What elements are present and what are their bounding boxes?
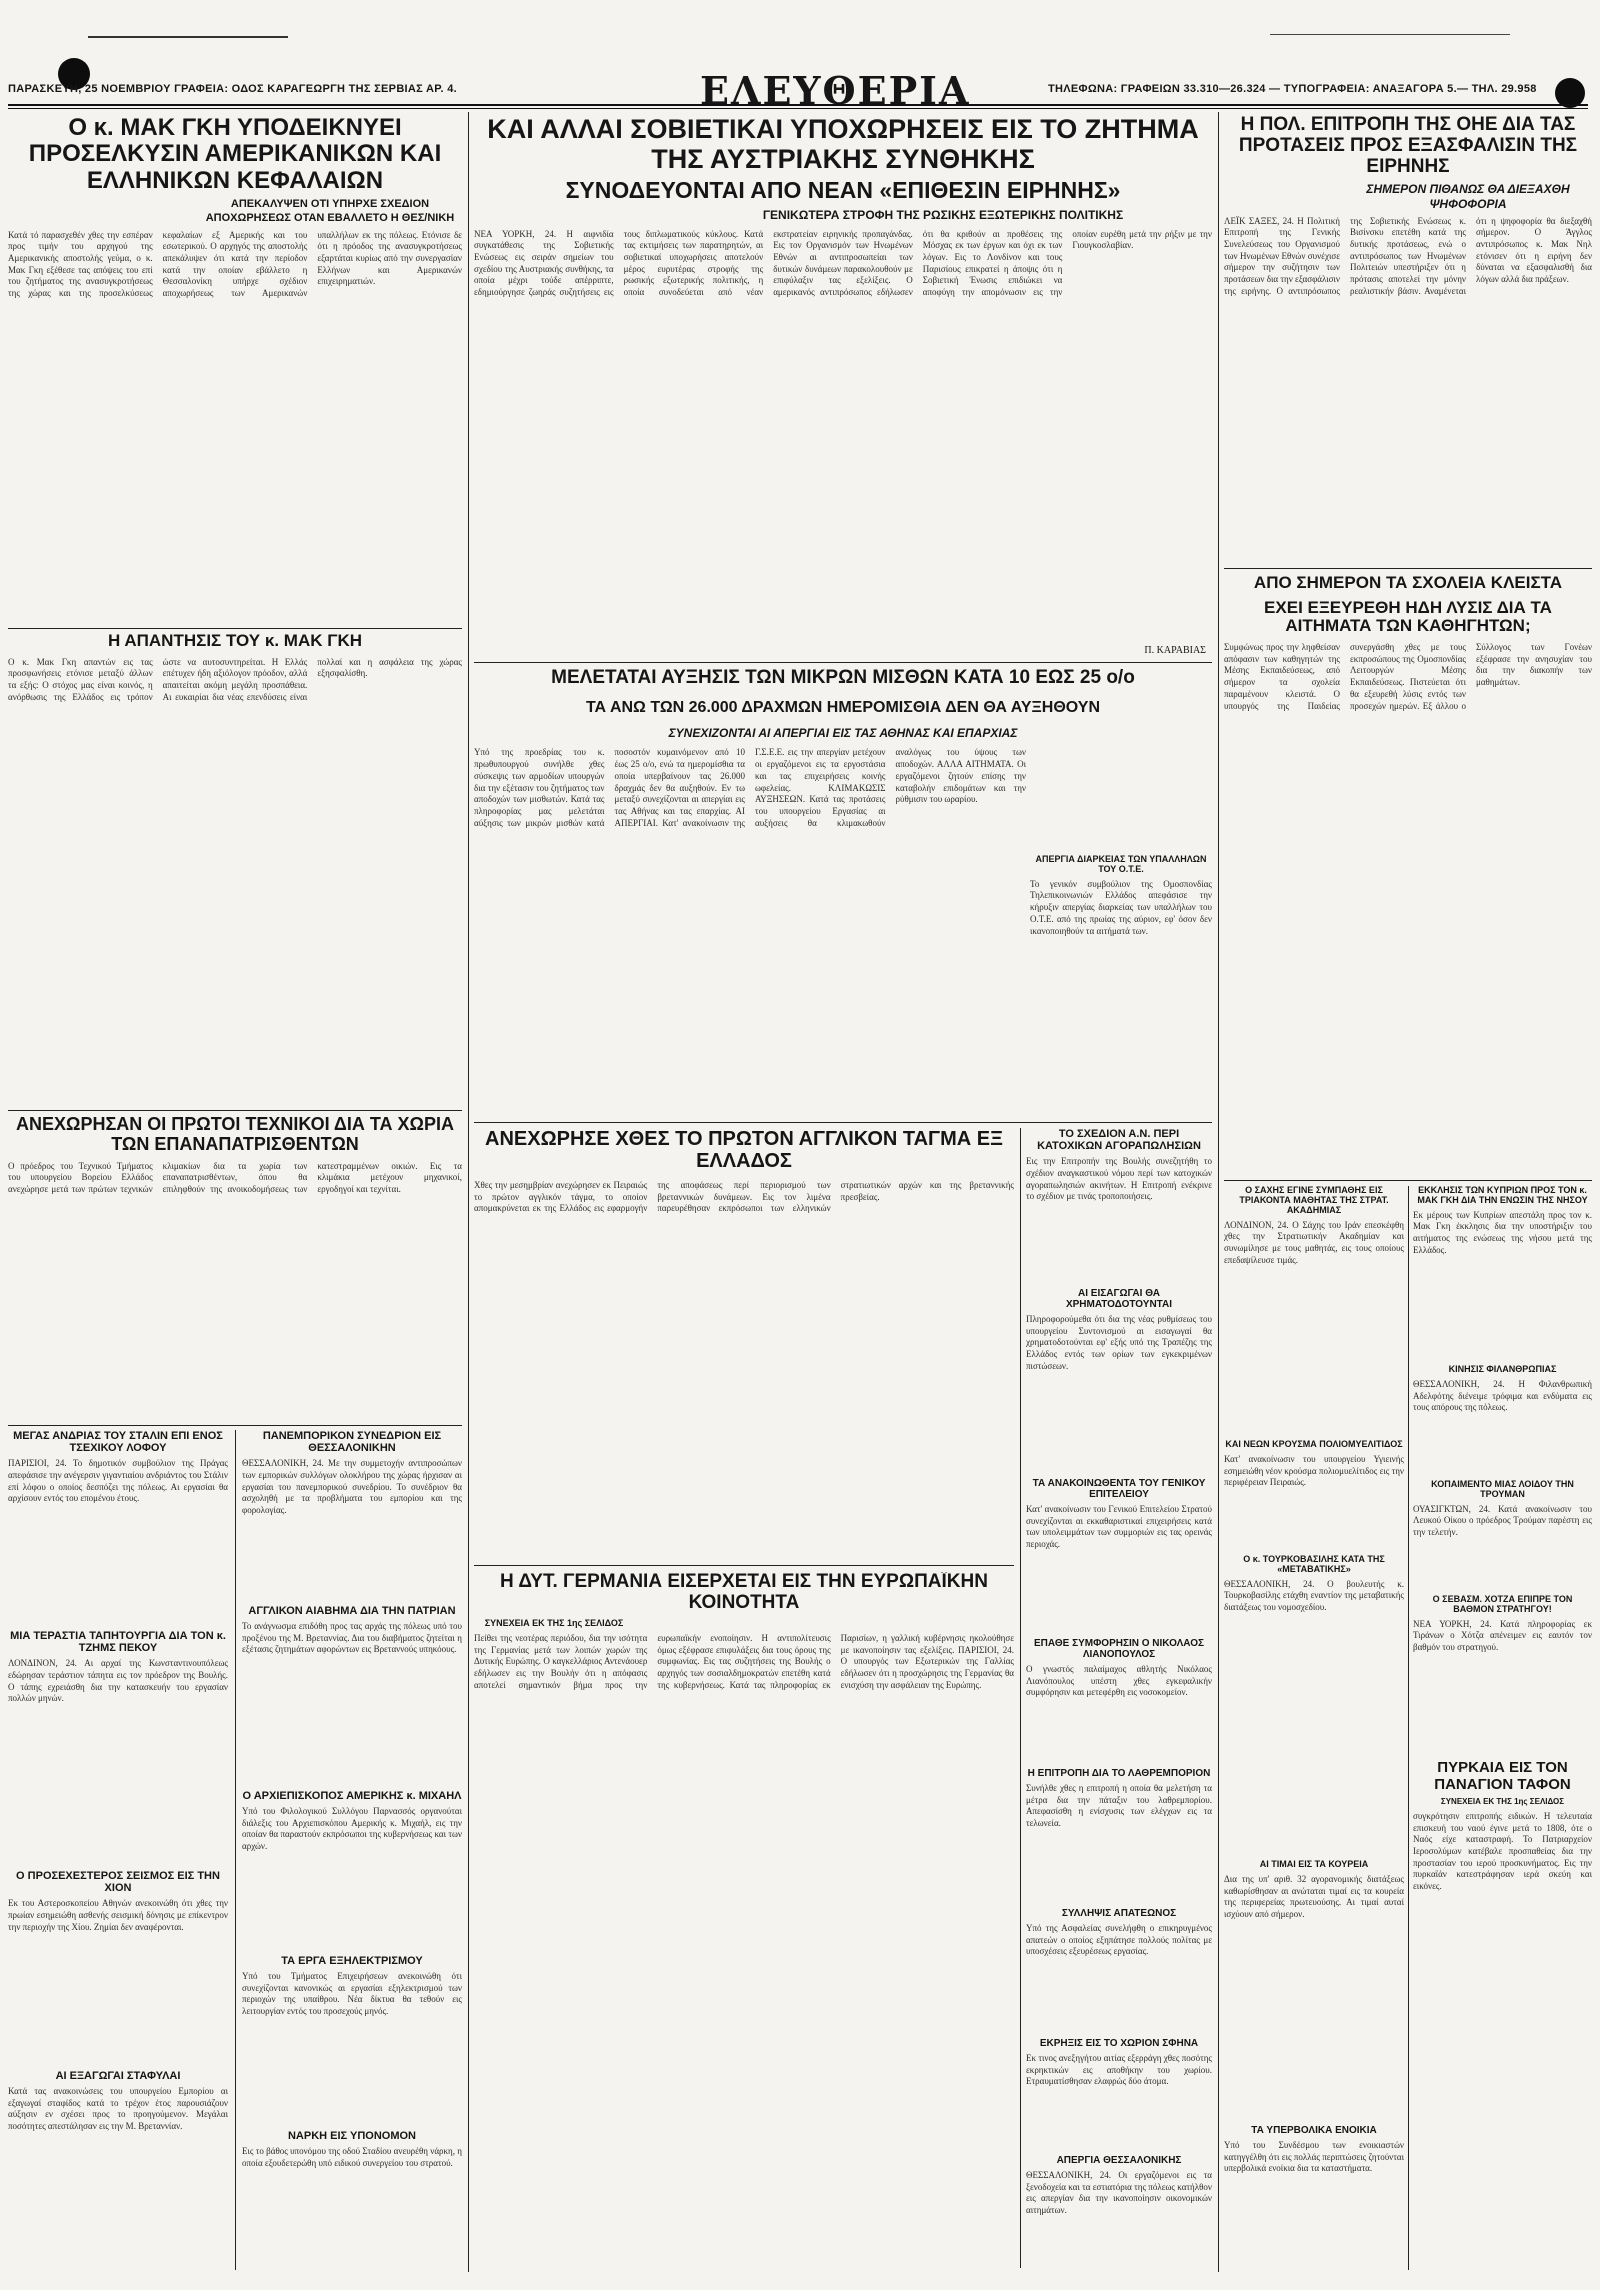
headline: ΑΙ ΕΞΑΓΩΓΑΙ ΣΤΑΦΥΛΑΙ xyxy=(55,2070,181,2082)
article-body: Κατ' ανακοίνωσιν του Γενικού Επιτελείου Στρατού συνεχίζονται αι εκκαθαριστικαί επιχειρήσεις κατά των υπολειμμάτων των συμμοριών εις τας ορεινάς περιοχάς. xyxy=(1026,1504,1212,1550)
headline: ΑΠΟ ΣΗΜΕΡΟΝ ΤΑ ΣΧΟΛΕΙΑ ΚΛΕΙΣΤΑ xyxy=(1253,574,1563,592)
headline: ΑΙ ΕΙΣΑΓΩΓΑΙ ΘΑ ΧΡΗΜΑΤΟΔΟΤΟΥΝΤΑΙ xyxy=(1065,1288,1173,1310)
headline: ΚΙΝΗΣΙΣ ΦΙΛΑΝΘΡΩΠΙΑΣ xyxy=(1448,1365,1557,1374)
article-body: Το ανάγνωσμα επιδόθη προς τας αρχάς της πόλεως υπό του προξένου της Μ. Βρεταννίας. Δια του διαβήματος ζητείται η εξέτασις ζητημάτων αφορώντων εις Βρεταννούς υπηκόους. xyxy=(242,1621,462,1655)
column-divider xyxy=(468,112,469,2272)
nameplate: ΕΛΕΥΘΕΡΙΑ xyxy=(700,68,971,113)
headline: ΚΟΠΑΙΜΕΝΤΟ ΜΙΑΣ ΛΟΙΔΟΥ ΤΗΝ ΤΡΟΥΜΑΝ xyxy=(1431,1480,1574,1499)
article-hoxha xyxy=(1413,1595,1592,1745)
rule xyxy=(474,1122,1212,1123)
article-body: Ο γνωστός παλαίμαχος αθλητής Νικόλαος Λιανόπουλος υπέστη χθες εγκεφαλικήν συμφόρησιν και μετεφέρθη εις νοσοκομείον. xyxy=(1026,1664,1212,1698)
subhead: ΣΥΝΕΧΙΖΟΝΤΑΙ ΑΙ ΑΠΕΡΓΙΑΙ ΕΙΣ ΤΑΣ ΑΘΗΝΑΣ ΚΑΙ ΕΠΑΡΧΙΑΣ xyxy=(668,726,1018,741)
article-body: Εκ μέρους των Κυπρίων απεστάλη προς τον κ. Μακ Γκη έκκλησις δια την υποστήριξιν του αιτήματος της ενώσεως της νήσου μετά της Ελλάδος. xyxy=(1413,1209,1592,1255)
article-body: Υπό της προεδρίας του κ. πρωθυπουργού συνήλθε χθες σύσκεψις των αρμοδίων υπουργών δια την εξέτασιν του ζητήματος των αποδοχών των μισθωτών. Κατά τας πληροφορίας μας μελετάται αύξησις των μικρών μισθών κατά ποσοστόν κυμαινόμενον από 10 έως 25 ο/ο, ενώ τα ημερομίσθια τα οποία υπερβαίνουν τας 26.000 δραχμάς δεν θα αυξηθούν. Εν τω μεταξύ συνεχίζονται αι απεργίαι εις τας Αθήνας και τας επαρχίας. ΑΙ ΑΠΕΡΓΙΑΙ. Κατ' ανακοίνωσιν της Γ.Σ.Ε.Ε. εις την απεργίαν μετέχουν οι εργαζόμενοι εις τα εργοστάσια και τας επιχειρήσεις κοινής ωφελείας. ΚΛΙΜΑΚΩΣΙΣ ΑΥΞΗΣΕΩΝ. Κατά τας προτάσεις του υπουργείου Εργασίας αι αυξήσεις θα κλιμακωθούν αναλόγως του ύψους των αποδοχών. ΑΛΛΑ ΑΙΤΗΜΑΤΑ. Οι εργαζόμενοι ζητούν επίσης την καταβολήν επιδομάτων και την ρύθμισιν του ωραρίου. xyxy=(474,747,1026,828)
article-rents xyxy=(1224,2125,1404,2270)
edge-mark xyxy=(1270,34,1510,35)
article-body: Χθες την μεσημβρίαν ανεχώρησεν εκ Πειραιώς το πρώτον αγγλικόν τάγμα, το οποίον απομακρύνεται εκ της Ελλάδος εις εφαρμογήν της αποφάσεως περί περιορισμού των βρεταννικών δυνάμεων. Εις τον λιμένα παρευρέθησαν εκπρόσωποι των ελληνικών στρατιωτικών αρχών και της βρεταννικής πρεσβείας. xyxy=(474,1180,1014,1214)
article-body: Πείθει της νεοτέρας περιόδου, δια την ισότητα της Γερμανίας μετά των λοιπών χωρών της Δυτικής Ευρώπης. Ο καγκελλάριος Αντενάουερ εδήλωσεν εις την Βουλήν ότι η απόφασις αποτελεί σημαντικόν βήμα προς την ευρωπαϊκήν ενοποίησιν. Η αντιπολίτευσις όμως εξέφρασε επιφυλάξεις δια τους όρους της συμφωνίας. Εις τας συζητήσεις της Βουλής ο αρχηγός των σοσιαλδημοκρατών επετέθη κατά της κυβερνήσεως. Κατά τας πληροφορίας εκ Παρισίων, η γαλλική κυβέρνησις ηκολούθησε με ικανοποίησιν τας εξελίξεις. ΠΑΡΙΣΙΟΙ, 24. Ο υπουργός των Εξωτερικών της Γαλλίας εδήλωσεν ότι η προσχώρησις της Γερμανίας θα ενισχύση την ασφάλειαν της Ευρώπης. xyxy=(474,1633,1014,1690)
article-explosion xyxy=(1026,2038,1212,2148)
article-soviet xyxy=(474,115,1212,660)
article-charity xyxy=(1413,1365,1592,1475)
column-divider xyxy=(1218,112,1219,2272)
headline-secondary: ΤΑ ΑΝΩ ΤΩΝ 26.000 ΔΡΑΧΜΩΝ ΗΜΕΡΟΜΙΣΘΙΑ ΔΕΝ ΘΑ ΑΥΞΗΘΟΥΝ xyxy=(585,698,1101,716)
rule xyxy=(8,1425,462,1426)
article-exports xyxy=(8,2070,228,2270)
headline: ΤΑ ΥΠΕΡΒΟΛΙΚΑ ΕΝΟΙΚΙΑ xyxy=(1251,2125,1377,2136)
article-body: συγκρότησιν επιτροπής ειδικών. Η τελευταία επισκευή του ναού έγινε μετά το 1808, ότε ο Ναός είχε καταστραφή. Το Πατριαρχείον Ιεροσολύμων κατέβαλε προσπαθείας δια την προστασίαν του ιερού προσκυνήματος. Εις την πυρκαϊάν κατεστράφησαν ιερά σκεύη και εικόνες. xyxy=(1413,1811,1592,1892)
article-body: Υπό του Φιλολογικού Συλλόγου Παρνασσός οργανούται διάλεξις του Αρχιεπισκόπου Αμερικής κ. Μιχαήλ, εις την οποίαν θα παραστούν εκπρόσωποι της κυβερνήσεως και των αρχών. xyxy=(242,1806,462,1852)
article-gen-staff xyxy=(1026,1478,1212,1628)
article-holy-sepulchre-fire xyxy=(1413,1760,1592,2270)
headline: Ο κ. ΤΟΥΡΚΟΒΑΣΙΛΗΣ ΚΑΤΑ ΤΗΣ «ΜΕΤΑΒΑΤΙΚΗΣ» xyxy=(1243,1555,1385,1574)
article-uno xyxy=(1224,115,1592,565)
article-body: Δια της υπ' αριθ. 32 αγορανομικής διατάξεως καθωρίσθησαν αι ανώταται τιμαί εις τα κουρεία της περιφερείας πρωτευούσης. Αι τιμαί αυταί ισχύουν από σήμερον. xyxy=(1224,1873,1404,1919)
headline: ΜΙΑ ΤΕΡΑΣΤΙΑ ΤΑΠΗΤΟΥΡΓΙΑ ΔΙΑ ΤΟΝ κ. ΤΖΗΜΣ ΠΕΚΟΥ xyxy=(10,1630,226,1655)
headline: ΚΑΙ ΝΕΩΝ ΚΡΟΥΣΜΑ ΠΟΛΙΟΜΥΕΛΙΤΙΔΟΣ xyxy=(1225,1440,1403,1449)
headline-secondary: ΣΥΝΟΔΕΥΟΝΤΑΙ ΑΠΟ ΝΕΑΝ «ΕΠΙΘΕΣΙΝ ΕΙΡΗΝΗΣ» xyxy=(565,177,1121,204)
headline: ΜΕΛΕΤΑΤΑΙ ΑΥΞΗΣΙΣ ΤΩΝ ΜΙΚΡΩΝ ΜΙΣΘΩΝ ΚΑΤΑ 10 ΕΩΣ 25 ο/ο xyxy=(551,668,1135,688)
article-body: Υπό του Συνδέσμου των ενοικιαστών κατηγγέλθη ότι εις πολλάς περιπτώσεις ζητούνται υπερβολικά ενοίκια δια τα καταστήματα. xyxy=(1224,2140,1404,2174)
column-divider xyxy=(1020,1128,1021,2268)
article-body: Κατά τό παρασχεθέν χθες την εσπέραν προς τιμήν του αρχηγού της Αμερικανικής αποστολής γεύμα, ο κ. Μακ Γκη εξέθεσε τας απόψεις του επί του ζητήματος της ανασυγκροτήσεως της χώρας και της προσελκύσεως κεφαλαίων εξ Αμερικής και του εσωτερικού. Ο αρχηγός της αποστολής απεκάλυψεν ότι κατά την περίοδον κατά την οποίαν εβάλλετο η Θεσσαλονίκη υπήρχε σχέδιον αποχωρήσεως των Αμερικανών υπαλλήλων εκ της πόλεως. Ετόνισε δε ότι η πρόοδος της ανασυγκροτήσεως εξαρτάται κυρίως από την συνεργασίαν Ελλήνων και Αμερικανών επιχειρηματιών. xyxy=(8,229,462,299)
article-west-germany xyxy=(474,1572,1014,2270)
rule xyxy=(1224,568,1592,569)
headline: ΤΟ ΣΧΕΔΙΟΝ Α.Ν. ΠΕΡΙ ΚΑΤΟΧΙΚΩΝ ΑΓΟΡΑΠΩΛΗΣΙΩΝ xyxy=(1037,1128,1201,1153)
headline: Η ΕΠΙΤΡΟΠΗ ΔΙΑ ΤΟ ΛΑΘΡΕΜΠΟΡΙΟΝ xyxy=(1027,1768,1211,1779)
article-body: ΟΥΑΣΙΓΚΤΩΝ, 24. Κατά ανακοίνωσιν του Λευκού Οίκου ο πρόεδρος Τρούμαν παρέστη εις την τελετήν. xyxy=(1413,1503,1592,1538)
subhead: ΓΕΝΙΚΩΤΕΡΑ ΣΤΡΟΦΗ ΤΗΣ ΡΩΣΙΚΗΣ ΕΞΩΤΕΡΙΚΗΣ ΠΟΛΙΤΙΚΗΣ xyxy=(762,207,1124,222)
headline: ΣΥΛΛΗΨΙΣ ΑΠΑΤΕΩΝΟΣ xyxy=(1061,1908,1177,1919)
edge-mark xyxy=(88,36,288,38)
headline: ΕΠΑΘΕ ΣΥΜΦΟΡΗΣΙΝ Ο ΝΙΚΟΛΑΟΣ ΛΙΑΝΟΠΟΥΛΟΣ xyxy=(1034,1638,1204,1660)
headline: ΝΑΡΚΗ ΕΙΣ ΥΠΟΝΟΜΟΝ xyxy=(287,2130,417,2142)
headline: ΑΝΕΧΩΡΗΣΑΝ ΟΙ ΠΡΩΤΟΙ ΤΕΧΝΙΚΟΙ ΔΙΑ ΤΑ ΧΩΡΙΑ ΤΩΝ ΕΠΑΝΑΠΑΤΡΙΣΘΕΝΤΩΝ xyxy=(16,1115,454,1154)
article-truman xyxy=(1413,1480,1592,1590)
article-body: Εις το βάθος υπονόμου της οδού Σταδίου ανευρέθη νάρκη, η οποία εξουδετερώθη υπό ειδικού συνεργείου του στρατού. xyxy=(242,2146,462,2168)
article-body: Συνήλθε χθες η επιτροπή η οποία θα μελετήση τα μέτρα δια την πάταξιν του λαθρεμπορίου. Απεφασίσθη η ενίσχυσις των ελέγχων εις τα τελωνεία. xyxy=(1026,1783,1212,1829)
headline: ΑΓΓΛΙΚΟΝ ΑΙΑΒΗΜΑ ΔΙΑ ΤΗΝ ΠΑΤΡΙΑΝ xyxy=(248,1605,456,1617)
headline: Η ΠΟΛ. ΕΠΙΤΡΟΠΗ ΤΗΣ ΟΗΕ ΔΙΑ ΤΑΣ ΠΡΟΤΑΣΕΙΣ ΠΡΟΣ ΕΞΑΣΦΑΛΙΣΙΝ ΤΗΣ ΕΙΡΗΝΗΣ xyxy=(1238,115,1578,177)
headline-secondary: ΕΧΕΙ ΕΞΕΥΡΕΘΗ ΗΔΗ ΛΥΣΙΣ ΔΙΑ ΤΑ ΑΙΤΗΜΑΤΑ ΤΩΝ ΚΑΘΗΓΗΤΩΝ; xyxy=(1264,597,1552,636)
article-mcghee-reply xyxy=(8,632,462,1102)
article-body: ΘΕΣΣΑΛΟΝΙΚΗ, 24. Οι εργαζόμενοι εις τα ξενοδοχεία και τα εστιατόρια της πόλεως κατήλθον εις απεργίαν δια την ικανοποίησιν οικονομικών αιτημάτων. xyxy=(1026,2170,1212,2216)
article-stalin-bust xyxy=(8,1430,228,1625)
headline: Η ΔΥΤ. ΓΕΡΜΑΝΙΑ ΕΙΣΕΡΧΕΤΑΙ ΕΙΣ ΤΗΝ ΕΥΡΩΠΑΪΚΗΝ ΚΟΙΝΟΤΗΤΑ xyxy=(500,1572,988,1613)
article-body: Υπό του Τμήματος Επιχειρήσεων ανεκοινώθη ότι συνεχίζονται κανονικώς αι εργασίαι εξηλεκτρισμού των περιοχών της υπαίθρου. Νέα δίκτυα θα τεθούν εις λειτουργίαν εντός του προσεχούς μηνός. xyxy=(242,1971,462,2017)
article-body: Πληροφορούμεθα ότι δια της νέας ρυθμίσεως του υπουργείου Συντονισμού αι εισαγωγαί θα χρηματοδοτούνται εφ' εξής υπό της Τραπέζης της Ελλάδος εντός των ορίων των εγκεκριμένων πιστώσεων. xyxy=(1026,1314,1212,1371)
rule xyxy=(474,662,1212,663)
article-body: Κατ' ανακοίνωσιν του υπουργείου Υγιεινής εσημειώθη νέον κρούσμα πολιομυελίτιδος εις την περιφέρειαν Πειραιώς. xyxy=(1224,1453,1404,1488)
headline: ΕΚΚΛΗΣΙΣ ΤΩΝ ΚΥΠΡΙΩΝ ΠΡΟΣ ΤΟΝ κ. ΜΑΚ ΓΚΗ ΔΙΑ ΤΗΝ ΕΝΩΣΙΝ ΤΗΣ ΝΗΣΟΥ xyxy=(1417,1186,1588,1205)
subhead: ΣΥΝΕΧΕΙΑ ΕΚ ΤΗΣ 1ης ΣΕΛΙΔΟΣ xyxy=(484,1617,624,1628)
headline: ΑΙ ΤΙΜΑΙ ΕΙΣ ΤΑ ΚΟΥΡΕΙΑ xyxy=(1259,1860,1369,1869)
article-earthquake xyxy=(8,1870,228,2060)
article-electrification xyxy=(242,1955,462,2125)
article-body: Ο πρόεδρος του Τεχνικού Τμήματος του υπουργείου Βορείου Ελλάδος ανεχώρησε μετά των πρώτων τεχνικών κλιμακίων δια τα χωρία των επαναπατρισθέντων, όπου θα επιληφθούν της ανοικοδομήσεως των κατεστραμμένων οικιών. Εις τα κλιμάκια μετέχουν μηχανικοί, εργοδηγοί και τεχνίται. xyxy=(8,1160,462,1194)
article-arrest xyxy=(1026,1908,1212,2028)
headline: ΕΚΡΗΞΙΣ ΕΙΣ ΤΟ ΧΩΡΙΟΝ ΣΦΗΝΑ xyxy=(1039,2038,1199,2049)
article-schools xyxy=(1224,574,1592,1174)
headline: ΠΑΝΕΜΠΟΡΙΚΟΝ ΣΥΝΕΔΡΙΟΝ ΕΙΣ ΘΕΣΣΑΛΟΝΙΚΗΝ xyxy=(262,1430,442,1455)
rule xyxy=(474,1565,1014,1566)
headline: ΤΑ ΑΝΑΚΟΙΝΩΘΕΝΤΑ ΤΟΥ ΓΕΝΙΚΟΥ ΕΠΙΤΕΛΕΙΟΥ xyxy=(1032,1478,1206,1500)
article-body: Κατά τας ανακοινώσεις του υπουργείου Εμπορίου αι εξαγωγαί σταφίδος κατά το τρέχον έτος παρουσιάζουν αύξησιν εν σχέσει προς το προηγούμενον. Μεγάλαι ποσότητες απεστάλησαν εις την Μ. Βρεταννίαν. xyxy=(8,2086,228,2132)
article-body: ΘΕΣΣΑΛΟΝΙΚΗ, 24. Ο βουλευτής κ. Τουρκοβασίλης ετάχθη εναντίον της μεταβατικής διατάξεως του νομοσχεδίου. xyxy=(1224,1578,1404,1613)
article-technicians xyxy=(8,1115,462,1415)
masthead-rule xyxy=(8,104,1588,106)
article-cyprus xyxy=(1413,1186,1592,1356)
article-smuggling xyxy=(1026,1768,1212,1898)
article-barber-prices xyxy=(1224,1860,1404,2060)
folio-left: ΠΑΡΑΣΚΕΥΗ, 25 ΝΟΕΜΒΡΙΟΥ ΓΡΑΦΕΙΑ: ΟΔΟΣ ΚΑΡΑΓΕΩΡΓΗ ΤΗΣ ΣΕΡΒΙΑΣ ΑΡ. 4. xyxy=(8,83,457,95)
article-body: ΘΕΣΣΑΛΟΝΙΚΗ, 24. Με την συμμετοχήν αντιπροσώπων των εμπορικών συλλόγων ολοκλήρου της χώρας ήρχισαν αι εργασίαι του πανεμπορικού συνεδρίου. Το συνέδριον θα ασχοληθή με τα προβλήματα του εμπορίου και της φορολογίας. xyxy=(242,1458,462,1515)
article-body: ΛΟΝΔΙΝΟΝ, 24. Αι αρχαί της Κωνσταντινουπόλεως εδώρησαν τεράστιον τάπητα εις τον πρόεδρον της Βουλής. Ο τάπης εχρειάσθη δια την κατασκευήν του εργασίαν πολλών μηνών. xyxy=(8,1658,228,1704)
headline: Ο κ. ΜΑΚ ΓΚΗ ΥΠΟΔΕΙΚΝΥΕΙ ΠΡΟΣΕΛΚΥΣΙΝ ΑΜΕΡΙΚΑΝΙΚΩΝ ΚΑΙ ΕΛΛΗΝΙΚΩΝ ΚΕΦΑΛΑΙΩΝ xyxy=(28,115,442,194)
article-british-withdrawal xyxy=(474,1128,1014,1558)
article-hotel-strike xyxy=(1026,2155,1212,2270)
headline: ΑΠΕΡΓΙΑ ΘΕΣΣΑΛΟΝΙΚΗΣ xyxy=(1056,2155,1182,2166)
headline: Ο ΣΕΒΑΣΜ. ΧΟΤΖΑ ΕΠΙΠΡΕ ΤΟΝ ΒΑΘΜΟΝ ΣΤΡΑΤΗΓΟΥ! xyxy=(1432,1595,1573,1614)
article-narcotics xyxy=(242,2130,462,2270)
headline: ΤΑ ΕΡΓΑ ΕΞΗΛΕΚΤΡΙΣΜΟΥ xyxy=(281,1955,423,1967)
article-body: Ο κ. Μακ Γκη απαντών εις τας προσφωνήσεις ετόνισε μεταξύ άλλων τα εξής: Ο στόχος μας είναι κοινός, η ανόρθωσις της Ελλάδος εις τρόπον ώστε να αυτοσυντηρείται. Η Ελλάς επέτυχεν ήδη αξιόλογον πρόοδον, αλλά απαιτείται ακόμη μεγάλη προσπάθεια. Αι ευκαιρίαι δια νέας επενδύσεις είναι πολλαί και η ασφάλεια της χώρας εξησφαλίσθη. xyxy=(8,656,462,702)
article-archbishop xyxy=(242,1790,462,1950)
masthead xyxy=(0,0,1600,130)
headline: Ο ΑΡΧΙΕΠΙΣΚΟΠΟΣ ΑΜΕΡΙΚΗΣ κ. ΜΙΧΑΗΛ xyxy=(242,1790,462,1802)
headline: ΑΝΕΧΩΡΗΣΕ ΧΘΕΣ ΤΟ ΠΡΩΤΟΝ ΑΓΓΛΙΚΟΝ ΤΑΓΜΑ ΕΞ ΕΛΛΑΔΟΣ xyxy=(485,1128,1003,1172)
article-body: ΘΕΣΣΑΛΟΝΙΚΗ, 24. Η Φιλανθρωπική Αδελφότης διένειμε τρόφιμα και ενδύματα εις τους απόρους της πόλεως. xyxy=(1413,1378,1592,1413)
article-ote-strike xyxy=(1030,855,1212,1115)
column-divider xyxy=(235,1430,236,2270)
article-congress xyxy=(242,1430,462,1600)
article-body: ΠΑΡΙΣΙΟΙ, 24. Το δημοτικόν συμβούλιον της Πράγας απεφάσισε την ανέγερσιν γιγαντιαίου ανδριάντος του Στάλιν επί λόφου ο οποίος δεσπόζει της πόλεως. Αι εργασίαι θα αρχίσουν εντός του επομένου έτους. xyxy=(8,1458,228,1504)
article-body: ΝΕΑ ΥΟΡΚΗ, 24. Η αιφνιδία συγκατάθεσις της Σοβιετικής Ενώσεως εις σειράν σημείων του σχεδίου της Αυστριακής συνθήκης, τα οποία μέχρι τούδε απέρριπτε, εδημιούργησε ζωηράς συζητήσεις εις τους διπλωματικούς κύκλους. Κατά τας εκτιμήσεις των παρατηρητών, αι σοβιετικαί υποχωρήσεις αποτελούν μέρος ευρυτέρας στροφής της ρωσικής εξωτερικής πολιτικής, η οποία συνοδεύεται από νέαν εκστρατείαν ειρηνικής προπαγάνδας. Εις τον Οργανισμόν των Ηνωμένων Εθνών αι αντιπροσωπείαι των δυτικών δυνάμεων παρακολουθούν με επιφύλαξιν τας εξελίξεις. Ο αμερικανός αντιπρόσωπος εδήλωσεν ότι θα κριθούν αι προθέσεις της Μόσχας εκ των έργων και όχι εκ των λόγων. Εις το Λονδίνον και τους Παρισίους επικρατεί η άποψις ότι η Σοβιετική Ένωσις επιδιώκει να αποφύγη την απομόνωσιν εις την οποίαν ευρέθη μετά την ρήξιν με την Γιουγκοσλαβίαν. xyxy=(474,228,1212,298)
subhead: ΣΗΜΕΡΟΝ ΠΙΘΑΝΩΣ ΘΑ ΔΙΕΞΑΧΘΗ ΨΗΦΟΦΟΡΙΑ xyxy=(1366,181,1570,211)
article-body: Εκ του Αστεροσκοπείου Αθηνών ανεκοινώθη ότι χθες την πρωίαν εσημειώθη ασθενής σεισμική δόνησις με επίκεντρον την περιοχήν της Χίου. Ζημίαι δεν αναφέρονται. xyxy=(8,1898,228,1932)
rule xyxy=(8,628,462,629)
article-body: Εκ τινος ανεξηγήτου αιτίας εξερράγη χθες ποσότης εκρηκτικών εις αποθήκην του χωρίου. Ετραυματίσθησαν ελαφρώς δύο άτομα. xyxy=(1026,2053,1212,2087)
article-anglicans xyxy=(242,1605,462,1785)
column-divider xyxy=(1408,1186,1409,2270)
article-turkovasilis xyxy=(1224,1555,1404,1685)
headline: ΚΑΙ ΑΛΛΑΙ ΣΟΒΙΕΤΙΚΑΙ ΥΠΟΧΩΡΗΣΕΙΣ ΕΙΣ ΤΟ ΖΗΤΗΜΑ ΤΗΣ ΑΥΣΤΡΙΑΚΗΣ ΣΥΝΘΗΚΗΣ xyxy=(487,115,1199,174)
headline: Η ΑΠΑΝΤΗΣΙΣ ΤΟΥ κ. ΜΑΚ ΓΚΗ xyxy=(107,632,362,650)
article-cadets xyxy=(1224,1186,1404,1336)
headline: ΠΥΡΚΑΙΑ ΕΙΣ ΤΟΝ ΠΑΝΑΓΙΟΝ ΤΑΦΟΝ xyxy=(1434,1760,1571,1793)
subhead: ΑΠΕΚΑΛΥΨΕΝ ΟΤΙ ΥΠΗΡΧΕ ΣΧΕΔΙΟΝ ΑΠΟΧΩΡΗΣΕΩΣ ΟΤΑΝ ΕΒΑΛΛΕΤΟ Η ΘΕΣ/ΝΙΚΗ xyxy=(205,198,455,224)
headline: Ο ΠΡΟΣΕΧΕΣΤΕΡΟΣ ΣΕΙΣΜΟΣ ΕΙΣ ΤΗΝ ΧΙΟΝ xyxy=(16,1870,220,1895)
subhead: ΣΥΝΕΧΕΙΑ ΕΚ ΤΗΣ 1ης ΣΕΛΙΔΟΣ xyxy=(1440,1797,1565,1806)
headline: Ο ΣΑΧΗΣ ΕΓΙΝΕ ΣΥΜΠΑΘΗΣ ΕΙΣ ΤΡΙΑΚΟΝΤΑ ΜΑΘΗΤΑΣ ΤΗΣ ΣΤΡΑΤ. ΑΚΑΔΗΜΙΑΣ xyxy=(1239,1186,1389,1215)
headline: ΑΠΕΡΓΙΑ ΔΙΑΡΚΕΙΑΣ ΤΩΝ ΥΠΑΛΛΗΛΩΝ ΤΟΥ Ο.Τ.Ε. xyxy=(1035,855,1207,874)
article-body: Το γενικόν συμβούλιον της Ομοσπονδίας Τηλεπικοινωνιών Ελλάδος απεφάσισε την κήρυξιν απεργίας διαρκείας των υπαλλήλων του Ο.Τ.Ε. από της πρωίας της αύριον, εφ' όσον δεν ικανοποιηθούν τα αιτήματά των. xyxy=(1030,878,1212,936)
article-mcghee xyxy=(8,115,462,655)
article-polio xyxy=(1224,1440,1404,1550)
article-an-plan xyxy=(1026,1128,1212,1278)
article-tragic-carpet xyxy=(8,1630,228,1860)
masthead-rule xyxy=(8,108,1588,109)
article-body: Συμφώνως προς την ληφθείσαν απόφασιν των καθηγητών της Μέσης Εκπαιδεύσεως, από σήμερον τα σχολεία παραμένουν κλειστά. Ο υπουργός της Παιδείας συνεργάσθη χθες με τους εκπροσώπους της Ομοσπονδίας Λειτουργών Μέσης Εκπαιδεύσεως. Πιστεύεται ότι θα εξευρεθή λύσις εντός των προσεχών ημερών. Εξ άλλου ο Σύλλογος των Γονέων εξέφρασε την ανησυχίαν του δια την διακοπήν των μαθημάτων. xyxy=(1224,642,1592,711)
rule xyxy=(1224,1180,1592,1181)
article-body: ΛΕΪΚ ΣΑΞΕΣ, 24. Η Πολιτική Επιτροπή της Γενικής Συνελεύσεως του Οργανισμού των Ηνωμένων Εθνών συνέχισε σήμερον την συζήτησιν των προτάσεων δια την εξασφάλισιν της ειρήνης. Ο αντιπρόσωπος της Σοβιετικής Ενώσεως κ. Βισίνσκυ επετέθη κατά της δυτικής προτάσεως, ενώ ο αντιπρόσωπος των Ηνωμένων Πολιτειών υπεστήριξεν ότι η πρότασις αποτελεί την μόνην ρεαλιστικήν βάσιν. Αναμένεται ότι η ψηφοφορία θα διεξαχθή σήμερον. Ο Άγγλος αντιπρόσωπος κ. Μακ Νηλ ετόνισεν ότι η ειρήνη δεν δύναται να εξασφαλισθή δια λόγων αλλά δια πράξεων. xyxy=(1224,215,1592,296)
article-body: ΝΕΑ ΥΟΡΚΗ, 24. Κατά πληροφορίας εκ Τιράνων ο Χότζα απένειμεν εις εαυτόν τον βαθμόν του στρατηγού. xyxy=(1413,1618,1592,1653)
byline: Π. ΚΑΡΑΒΙΑΣ xyxy=(1144,645,1206,656)
article-lianopoulos xyxy=(1026,1638,1212,1758)
article-funds xyxy=(1026,1288,1212,1468)
article-body: Υπό της Ασφαλείας συνελήφθη ο επικηρυγμένος απατεών ο οποίος εξηπάτησε πολλούς πολίτας με υποσχέσεις εξευρέσεως εργασίας. xyxy=(1026,1923,1212,1957)
rule xyxy=(8,1110,462,1111)
article-body: Εις την Επιτροπήν της Βουλής συνεζητήθη το σχέδιον αναγκαστικού νόμου περί των κατοχικών αγοραπωλησιών ακινήτων. Η Επιτροπή ενέκρινε το σχέδιον με τινάς τροποποιήσεις. xyxy=(1026,1156,1212,1202)
folio-right: ΤΗΛΕΦΩΝΑ: ΓΡΑΦΕΙΩΝ 33.310—26.324 — ΤΥΠΟΓΡΑΦΕΙΑ: ΑΝΑΞΑΓΟΡΑ 5.— ΤΗΛ. 29.958 xyxy=(1048,83,1537,95)
headline: ΜΕΓΑΣ ΑΝΔΡΙΑΣ ΤΟΥ ΣΤΑΛΙΝ ΕΠΙ ΕΝΟΣ ΤΣΕΧΙΚΟΥ ΛΟΦΟΥ xyxy=(13,1430,223,1455)
article-body: ΛΟΝΔΙΝΟΝ, 24. Ο Σάχης του Ιράν επεσκέφθη χθες την Στρατιωτικήν Ακαδημίαν και συνωμίλησε με τους μαθητάς, εις τους οποίους επεδαψίλευσε τιμάς. xyxy=(1224,1219,1404,1265)
